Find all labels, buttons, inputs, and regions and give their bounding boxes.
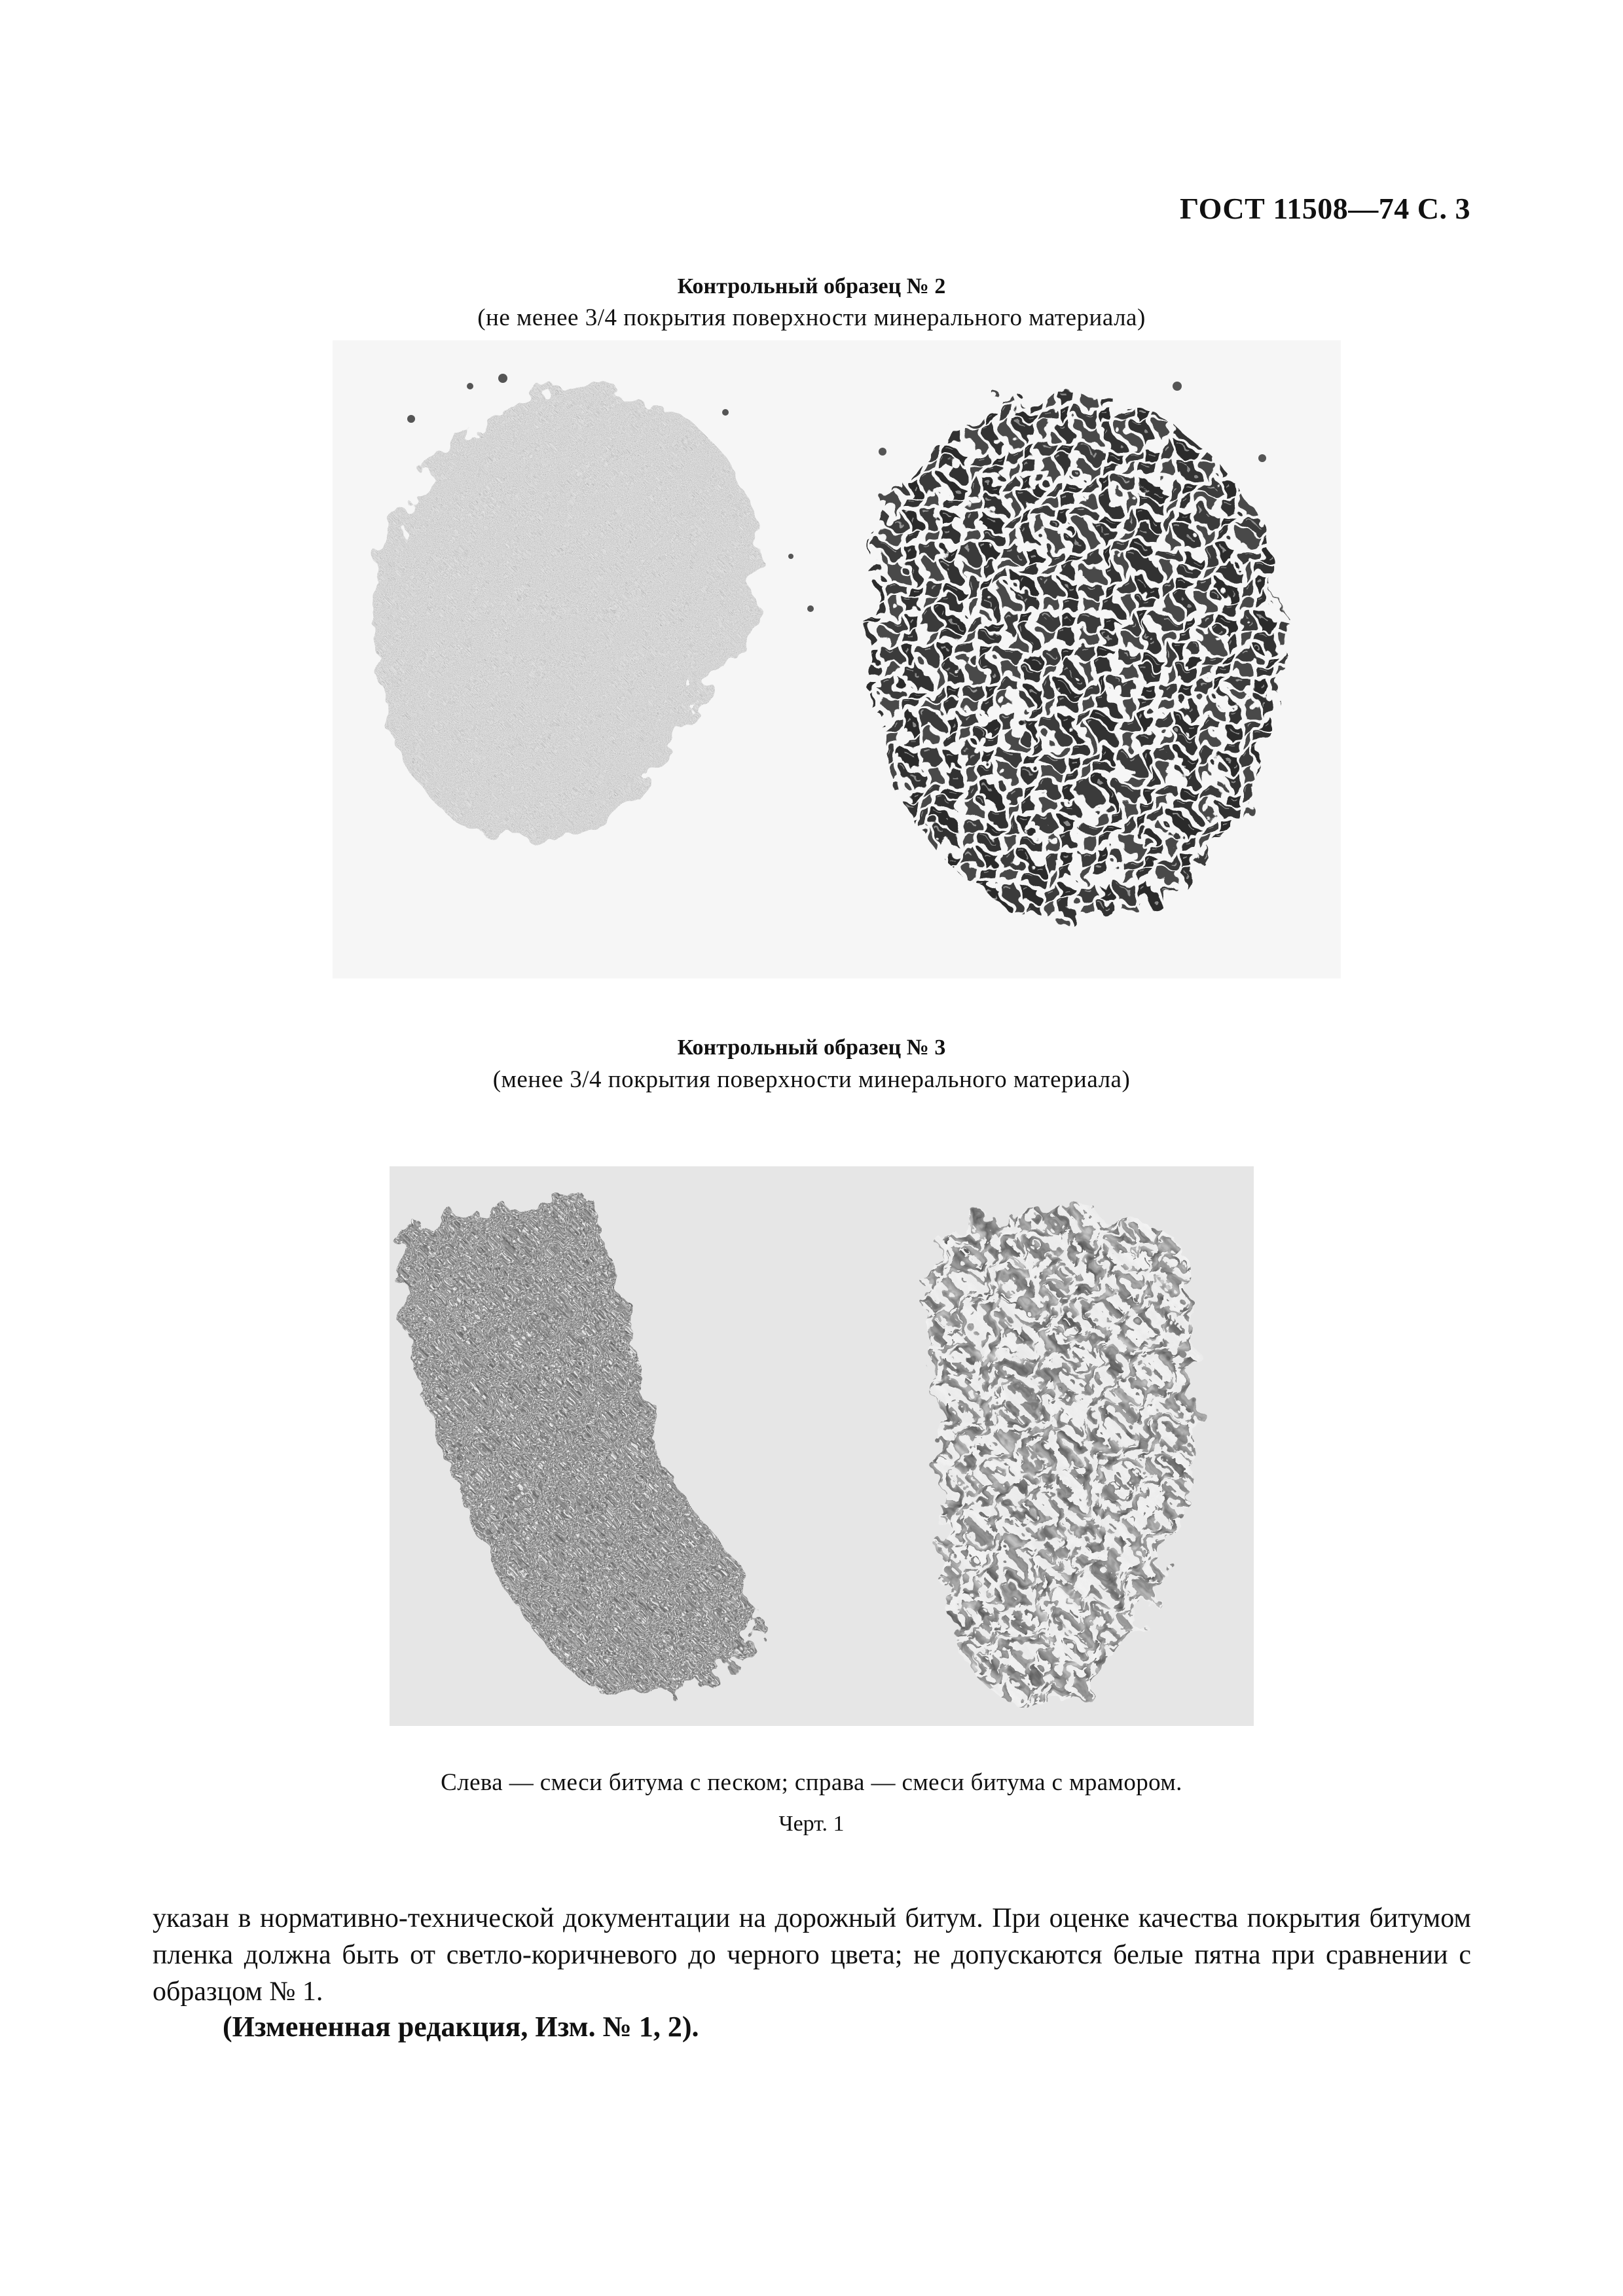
sample-2-title: Контрольный образец № 2 <box>677 274 946 298</box>
sample-3-subtitle: (менее 3/4 покрытия поверхности минерального материала) <box>492 1066 1131 1093</box>
figure-legend: Слева — смеси битума с песком; справа — смеси битума с мрамором. <box>441 1769 1182 1796</box>
figure-label: Черт. 1 <box>778 1812 845 1836</box>
sample-2-photo <box>333 340 1341 978</box>
page-header-standard-number: ГОСТ 11508—74 С. 3 <box>1179 192 1470 225</box>
sample-3-title: Контрольный образец № 3 <box>677 1035 946 1060</box>
sample-3-photo <box>390 1166 1254 1726</box>
revision-note: (Измененная редакция, Изм. № 1, 2). <box>223 2011 699 2043</box>
sample-2-subtitle: (не менее 3/4 покрытия поверхности минерального материала) <box>477 304 1146 331</box>
body-paragraph: указан в нормативно-технической документации на дорожный битум. При оценке качества покрытия битумом пленка должна быть от светло-коричневого до черного цвета; не допускаются белые пятна при сравнении с образцом № 1. <box>153 1903 1471 2007</box>
body-paragraph-container <box>153 1900 1471 2010</box>
